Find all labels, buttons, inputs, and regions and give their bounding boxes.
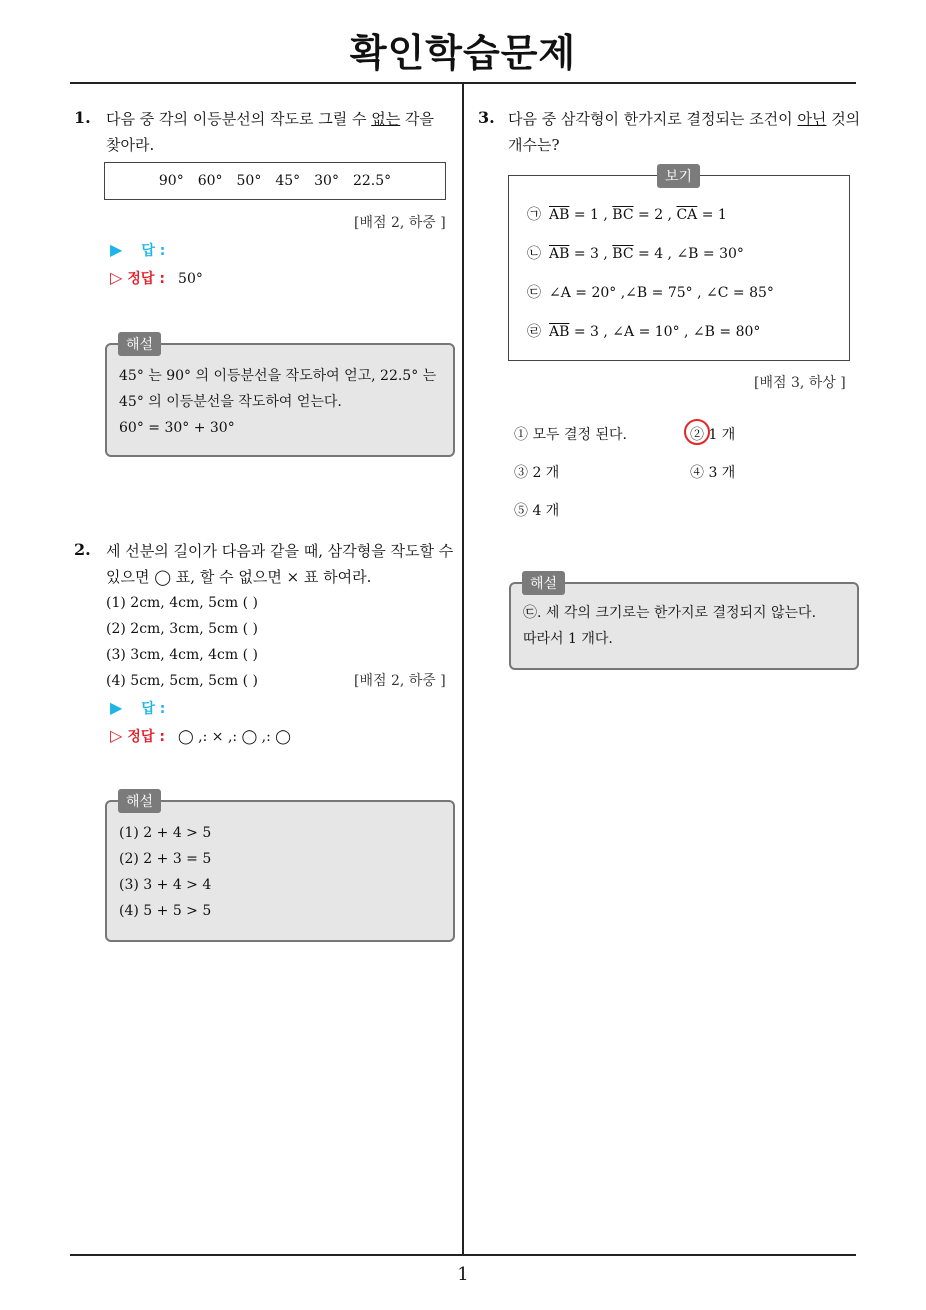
q1-correct-label: 정답 : <box>127 271 165 287</box>
q1-exp-line-2: 45° 의 이등분선을 작도하여 얻는다. <box>119 394 342 410</box>
q3-bogi-box <box>508 175 850 361</box>
q1-angles: 90° 60° 50° 45° 30° 22.5° <box>158 173 392 189</box>
q3-explanation-tab: 해설 <box>522 571 565 595</box>
q2-explanation-box <box>105 800 455 942</box>
q3-choice-3[interactable]: ③ 2 개 <box>514 465 560 481</box>
q1-question <box>106 106 458 158</box>
q1-explanation-tab: 해설 <box>118 332 161 356</box>
page-number: 1 <box>457 1264 469 1285</box>
q3-bogi-segment-overline: $\overline{AB}$ <box>549 246 570 262</box>
q2-exp-line-4: (4) 5 + 5 > 5 <box>119 903 212 919</box>
q3-choice-4[interactable]: ④ 3 개 <box>690 465 736 481</box>
q1-score-meta: [배점 2, 하중 ] <box>354 215 446 231</box>
q3-text-a: 다음 중 삼각형이 한가지로 결정되는 조건이 <box>508 110 798 128</box>
q2-item-1: (1) 2cm, 4cm, 5cm ( ) <box>106 595 258 611</box>
q2-score-meta: [배점 2, 하중 ] <box>354 673 446 689</box>
q2-exp-line-2: (2) 2 + 3 = 5 <box>119 851 212 867</box>
q3-bogi-tab: 보기 <box>657 164 700 188</box>
q2-exp-line-3: (3) 3 + 4 > 4 <box>119 877 212 893</box>
q2-correct-value: ◯ ,: × ,: ◯ ,: ◯ <box>178 729 291 745</box>
q3-score-meta: [배점 3, 하상 ] <box>754 375 846 391</box>
q2-correct-label: 정답 : <box>127 729 165 745</box>
q3-bogi-segment-overline: $\overline{BC}$ <box>612 207 634 223</box>
q3-bogi-segment-overline: $\overline{CA}$ <box>676 207 698 223</box>
selected-choice-circle <box>684 419 710 445</box>
q1-exp-line-3: 60° = 30° + 30° <box>119 420 235 436</box>
q2-number: 2. <box>74 540 91 559</box>
q3-text-underlined: 아닌 <box>797 110 827 128</box>
q2-correct-row <box>110 726 291 746</box>
q3-explanation-box <box>509 582 859 670</box>
page-title: 확인학습문제 <box>349 31 577 75</box>
q1-exp-line-1: 45° 는 90° 의 이등분선을 작도하여 얻고, 22.5° 는 <box>119 368 437 384</box>
q2-question <box>106 538 458 590</box>
q2-item-2: (2) 2cm, 3cm, 5cm ( ) <box>106 621 258 637</box>
q3-bogi-text: = 3 , <box>569 246 613 262</box>
q3-exp-line-2: 따라서 1 개다. <box>523 631 613 647</box>
q3-bogi-text: = 4 , ∠B = 30° <box>633 246 744 262</box>
q2-answer-label: 답 : <box>141 701 166 717</box>
q1-text-c: 찾아라. <box>106 136 155 154</box>
q3-bogi-row <box>527 282 774 302</box>
q3-choice-5[interactable]: ⑤ 4 개 <box>514 503 560 519</box>
q3-bogi-segment-overline: $\overline{BC}$ <box>612 246 634 262</box>
q3-bogi-segment-overline: $\overline{AB}$ <box>549 207 570 223</box>
q3-bogi-mark: ㉡ <box>527 246 541 262</box>
q3-bogi-mark: ㉢ <box>527 285 541 301</box>
bottom-rule <box>70 1254 856 1256</box>
q2-item-4: (4) 5cm, 5cm, 5cm ( ) <box>106 673 258 689</box>
q1-angle-box <box>104 162 446 200</box>
q2-exp-line-1: (1) 2 + 4 > 5 <box>119 825 212 841</box>
q2-items <box>106 590 258 694</box>
play-arrow-icon: ▶ <box>110 240 123 259</box>
q3-choice-2[interactable]: ② 1 개 <box>690 427 736 443</box>
q1-explanation-box <box>105 343 455 457</box>
q3-exp-line-1: ㉢. 세 각의 크기로는 한가지로 결정되지 않는다. <box>523 605 817 621</box>
q2-text-a: 세 선분의 길이가 다음과 같을 때, 삼각형을 작도할 수 <box>106 542 454 560</box>
q1-text-b: 각을 <box>400 110 434 128</box>
q3-bogi-mark: ㉣ <box>527 324 541 340</box>
q3-bogi-text: ∠A = 20° ,∠B = 75° , ∠C = 85° <box>549 285 774 301</box>
q3-text-c: 개수는? <box>508 136 560 154</box>
q2-explanation-tab: 해설 <box>118 789 161 813</box>
q3-bogi-text: = 2 , <box>633 207 677 223</box>
outline-arrow-icon: ▷ <box>110 268 123 287</box>
q3-bogi-segment-overline: $\overline{AB}$ <box>549 324 570 340</box>
q3-choice-1[interactable]: ① 모두 결정 된다. <box>514 427 627 443</box>
q3-bogi-mark: ㉠ <box>527 207 541 223</box>
q1-correct-value: 50° <box>178 271 203 287</box>
play-arrow-icon: ▶ <box>110 698 123 717</box>
q2-answer-row <box>110 698 165 718</box>
q3-question <box>508 106 860 158</box>
q3-bogi-row <box>527 321 760 341</box>
q3-bogi-text: = 3 , ∠A = 10° , ∠B = 80° <box>569 324 761 340</box>
q1-answer-label: 답 : <box>141 243 166 259</box>
q2-text-b: 있으면 ◯ 표, 할 수 없으면 × 표 하여라. <box>106 568 372 586</box>
q1-correct-row <box>110 268 203 288</box>
q1-answer-row <box>110 240 165 260</box>
outline-arrow-icon: ▷ <box>110 726 123 745</box>
q1-text-underlined: 없는 <box>371 110 401 128</box>
column-divider <box>462 84 464 1254</box>
q3-bogi-text: = 1 , <box>569 207 613 223</box>
q3-number: 3. <box>478 108 495 127</box>
q3-bogi-row <box>527 243 744 263</box>
q3-text-b: 것의 <box>826 110 861 128</box>
q1-text-a: 다음 중 각의 이등분선의 작도로 그릴 수 <box>106 110 372 128</box>
q1-number: 1. <box>74 108 91 127</box>
q3-bogi-row <box>527 204 727 224</box>
q3-bogi-text: = 1 <box>697 207 727 223</box>
q2-item-3: (3) 3cm, 4cm, 4cm ( ) <box>106 647 258 663</box>
